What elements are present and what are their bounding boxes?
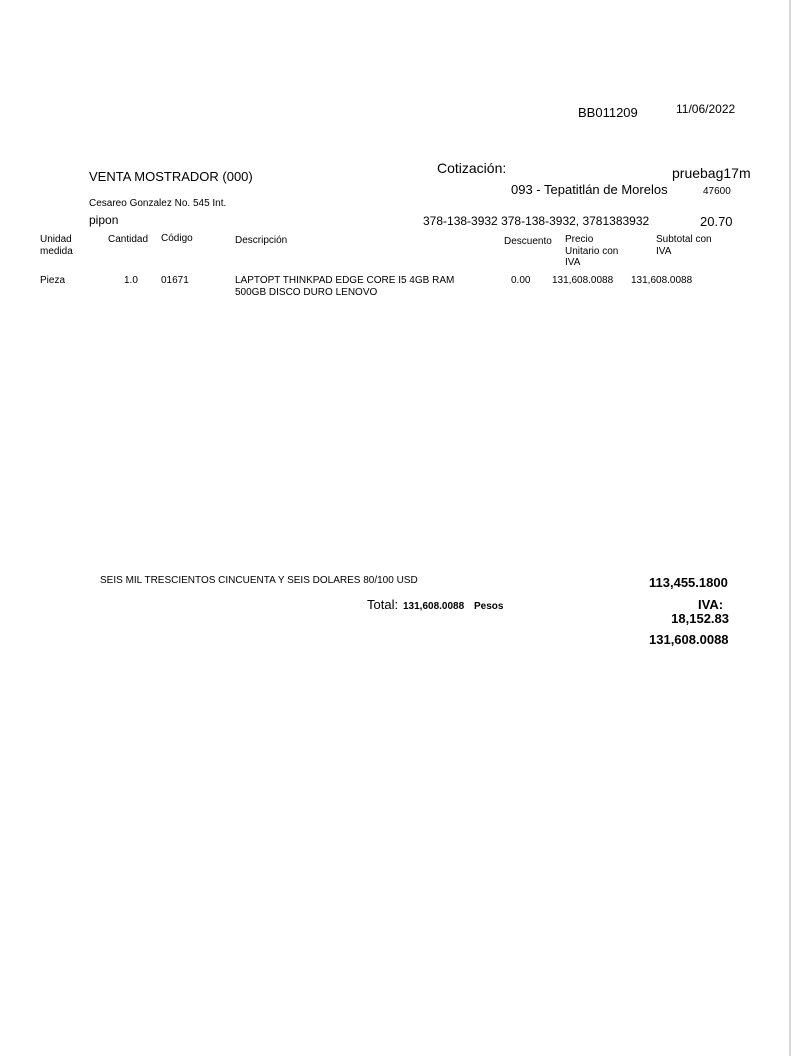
currency-label: Pesos bbox=[474, 601, 504, 612]
col-header-description: Descripción bbox=[235, 235, 288, 246]
col-header-unit: Unidad medida bbox=[40, 234, 73, 257]
exchange-rate: 20.70 bbox=[700, 214, 733, 229]
col-header-quantity: Cantidad bbox=[108, 234, 149, 245]
quote-location: 093 - Tepatitlán de Morelos bbox=[511, 182, 668, 197]
customer-reference: pipon bbox=[89, 213, 119, 227]
total-label: Total: bbox=[367, 597, 399, 612]
row-unit: Pieza bbox=[40, 275, 66, 286]
row-subtotal: 131,608.0088 bbox=[631, 275, 693, 286]
document-date: 11/06/2022 bbox=[676, 102, 736, 116]
total-value: 131,608.0088 bbox=[403, 601, 465, 612]
row-unit-price: 131,608.0088 bbox=[552, 275, 614, 286]
row-description: LAPTOPT THINKPAD EDGE CORE I5 4GB RAM 500GB DISCO DURO LENOVO bbox=[235, 275, 455, 298]
customer-address: Cesareo Gonzalez No. 545 Int. bbox=[89, 198, 227, 209]
row-discount: 0.00 bbox=[511, 275, 531, 286]
row-quantity: 1.0 bbox=[124, 275, 138, 286]
row-code: 01671 bbox=[161, 275, 189, 286]
col-header-subtotal: Subtotal con IVA bbox=[656, 234, 712, 257]
subtotal-value: 113,455.1800 bbox=[649, 575, 728, 590]
iva-value: 18,152.83 bbox=[671, 611, 729, 626]
customer-name: VENTA MOSTRADOR (000) bbox=[89, 169, 253, 184]
quote-label: Cotización: bbox=[437, 160, 507, 176]
iva-label: IVA: bbox=[698, 597, 724, 612]
quote-user: pruebag17m bbox=[672, 165, 751, 181]
postal-code: 47600 bbox=[703, 186, 731, 197]
folio-number: BB011209 bbox=[578, 105, 638, 120]
customer-phones: 378-138-3932 378-138-3932, 3781383932 bbox=[423, 214, 650, 228]
col-header-unit-price: Precio Unitario con IVA bbox=[565, 234, 619, 268]
grand-total-value: 131,608.0088 bbox=[649, 632, 729, 647]
amount-in-words: SEIS MIL TRESCIENTOS CINCUENTA Y SEIS DOLARES 80/100 USD bbox=[100, 575, 418, 586]
col-header-code: Código bbox=[161, 233, 193, 244]
col-header-discount: Descuento bbox=[504, 236, 552, 247]
